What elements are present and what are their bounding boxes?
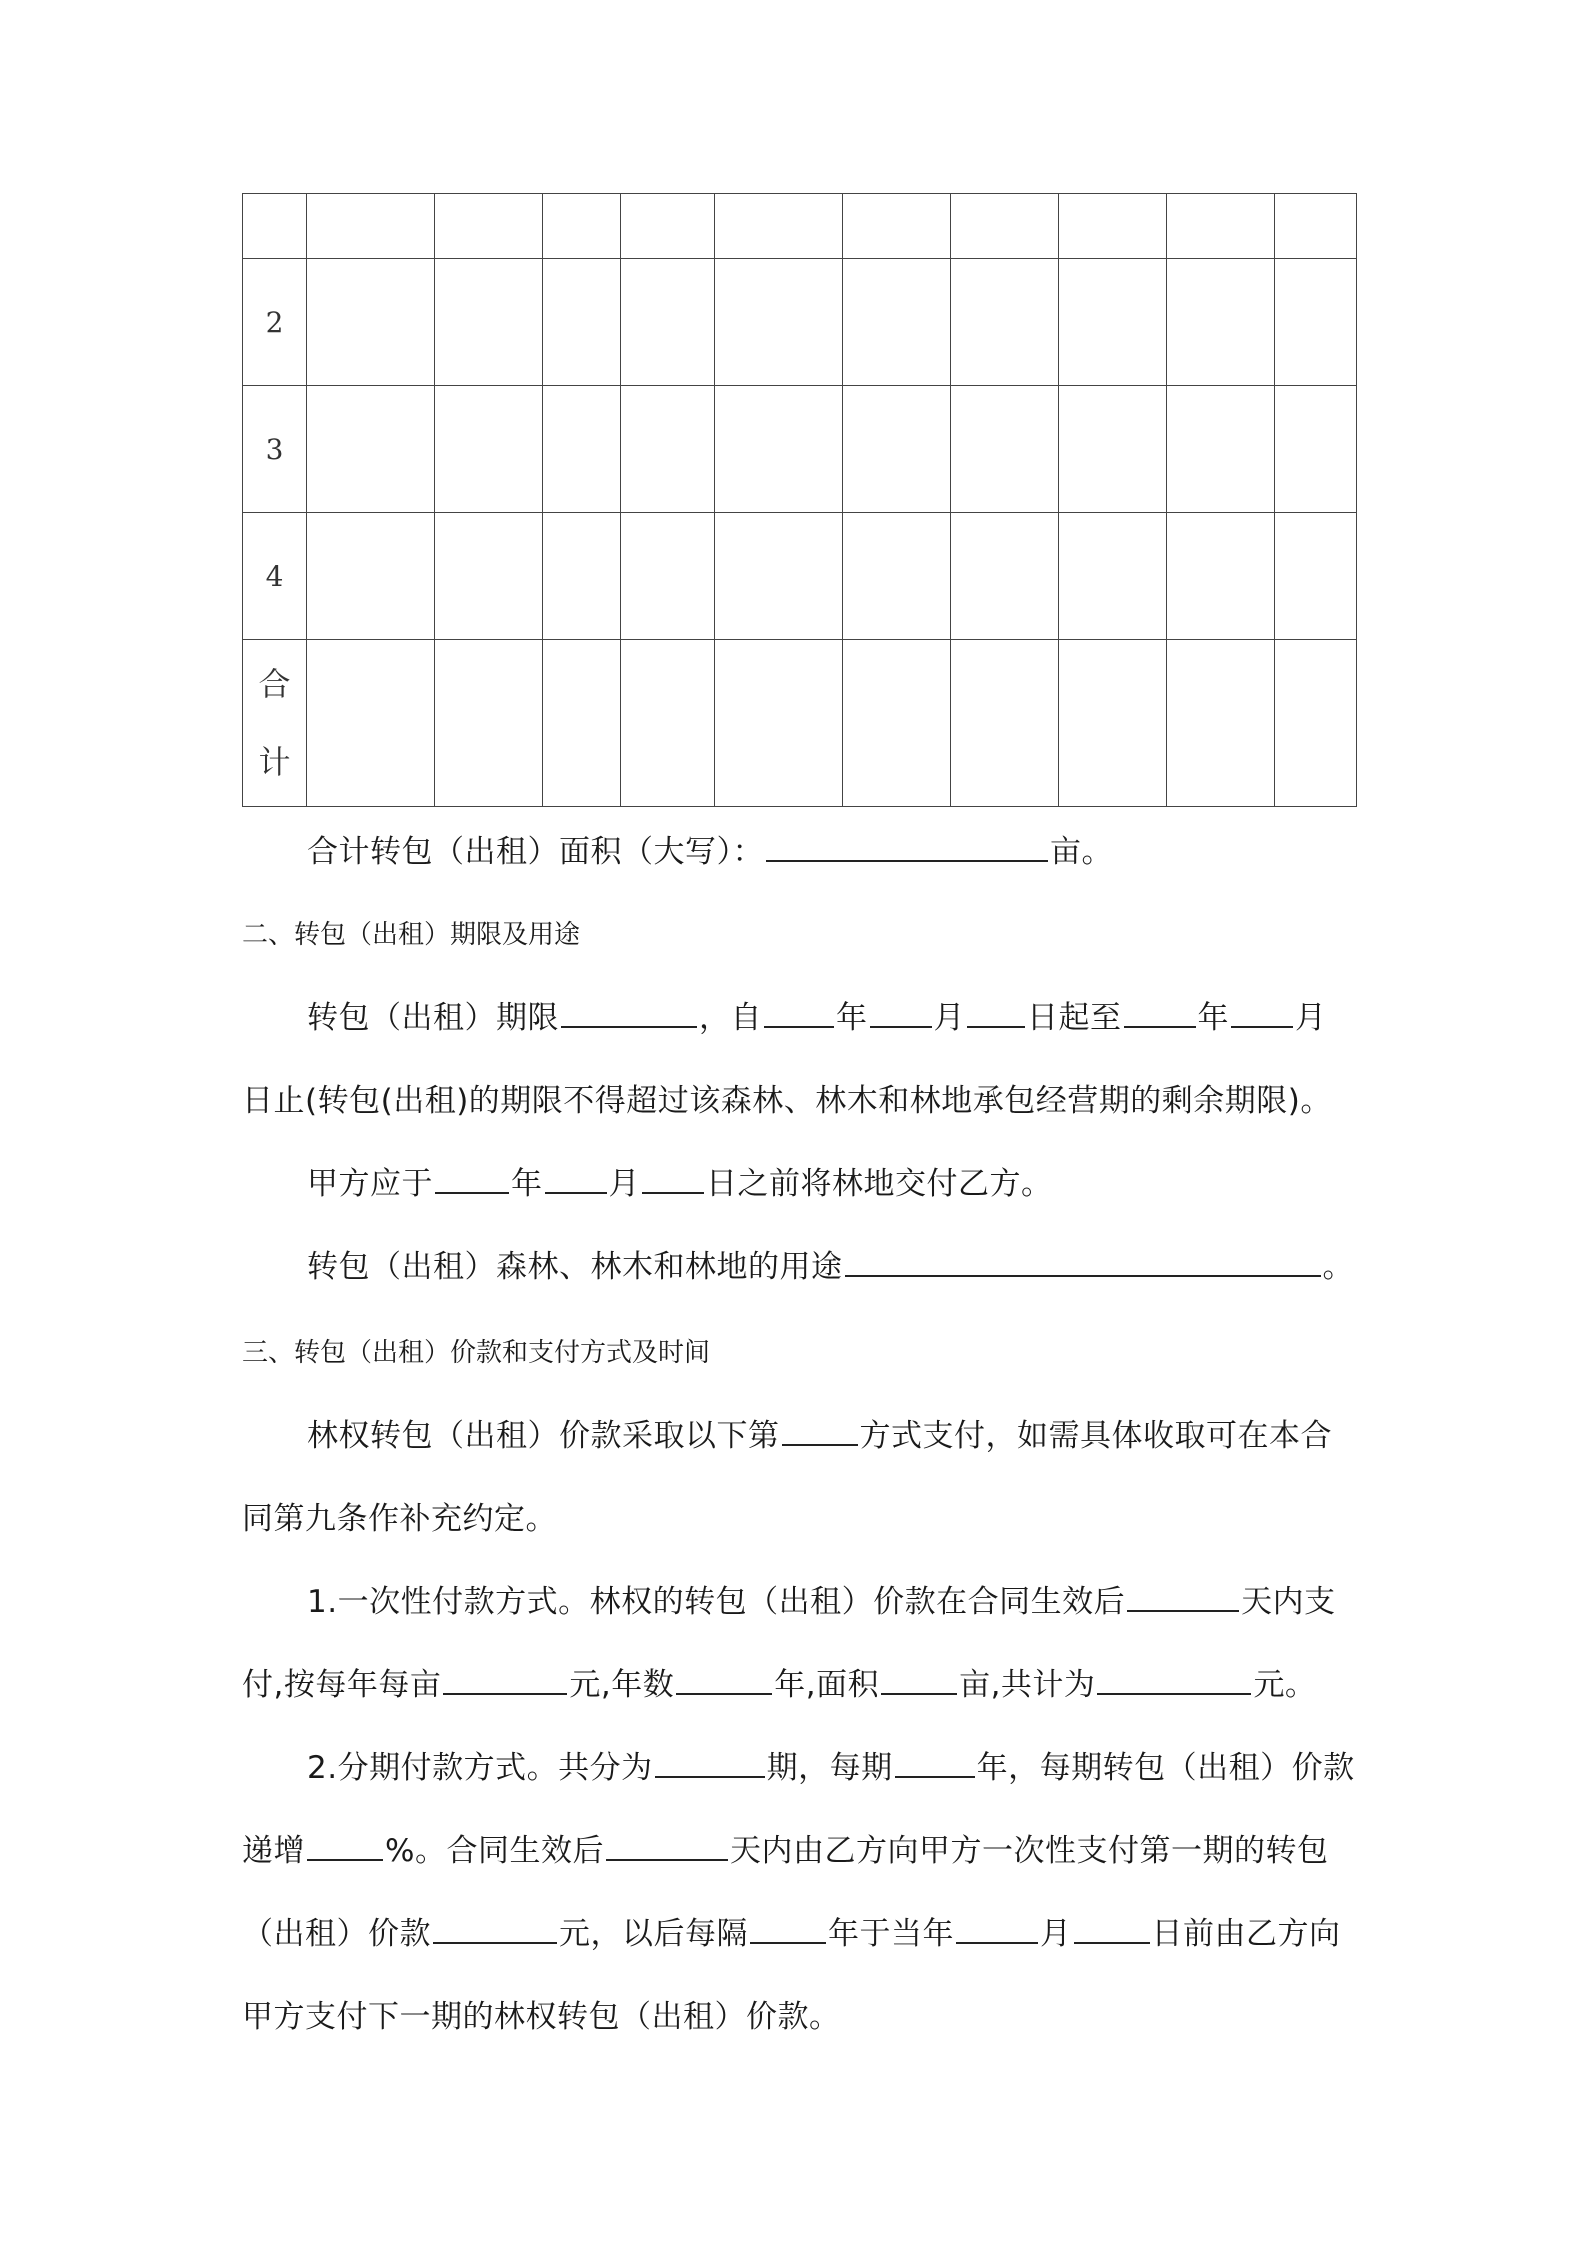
text-run: 年: [511, 1166, 543, 1202]
table-cell: [543, 513, 621, 640]
text-run: %。合同生效后: [385, 1833, 604, 1869]
table-cell: [1167, 513, 1275, 640]
lump-sum-line: [307, 1576, 1336, 1621]
table-cell: [1167, 259, 1275, 386]
table-cell: [435, 194, 543, 259]
text-run: 年: [836, 1000, 868, 1036]
table-cell: [951, 194, 1059, 259]
blank-field[interactable]: [545, 1162, 607, 1194]
table-cell: [951, 259, 1059, 386]
text-run: 天内由乙方向甲方一次性支付第一期的转包: [729, 1833, 1329, 1869]
installment-line-4: 甲方支付下一期的林权转包（出租）价款。: [242, 1999, 841, 2035]
blank-field[interactable]: [433, 1912, 557, 1944]
text-run: 林权转包（出租）价款采取以下第: [307, 1418, 780, 1454]
table-cell: [715, 386, 843, 513]
text-run: 期，每期: [766, 1750, 893, 1786]
table-cell: [951, 386, 1059, 513]
table-row: [243, 386, 1357, 513]
table-cell: [435, 640, 543, 807]
table-cell: [715, 640, 843, 807]
blank-field[interactable]: [895, 1746, 975, 1778]
term-note-line: 日止(转包(出租)的期限不得超过该森林、林木和林地承包经营期的剩余期限)。: [242, 1083, 1332, 1119]
text-run: 转包（出租）森林、林木和林地的用途: [307, 1249, 843, 1285]
table-cell: [543, 194, 621, 259]
total-label: 合计: [258, 665, 291, 781]
table-cell: [621, 194, 715, 259]
table-cell: [1059, 640, 1167, 807]
table-cell: [843, 386, 951, 513]
text-run: 年于当年: [828, 1916, 954, 1952]
text-run: 方式支付，如需具体收取可在本合: [859, 1418, 1332, 1454]
table-cell: [621, 259, 715, 386]
table-cell: [435, 259, 543, 386]
text-run: 付,按每年每亩: [242, 1667, 442, 1703]
text-run: 转包（出租）期限: [307, 1000, 559, 1036]
table-cell: [951, 640, 1059, 807]
table-row: [243, 513, 1357, 640]
table-cell: [621, 386, 715, 513]
table-cell: [843, 194, 951, 259]
area-total-line: [307, 826, 1113, 871]
table-cell: [1059, 386, 1167, 513]
table-cell: [1059, 513, 1167, 640]
table-cell: [1167, 194, 1275, 259]
blank-field[interactable]: [956, 1912, 1038, 1944]
table-cell: [307, 640, 435, 807]
text-run: 递增: [242, 1833, 305, 1869]
row-label: 4: [243, 513, 307, 640]
blank-field[interactable]: [642, 1162, 704, 1194]
term-line: [307, 992, 1327, 1037]
table-row-total: [243, 640, 1357, 807]
table-cell: [1275, 386, 1357, 513]
usage-line: [307, 1241, 1354, 1286]
text-run: 月: [933, 1000, 965, 1036]
blank-field[interactable]: [764, 996, 834, 1028]
blank-field[interactable]: [443, 1663, 567, 1695]
lump-sum-line-2: [242, 1659, 1316, 1704]
blank-field[interactable]: [766, 830, 1048, 862]
table-cell: [843, 513, 951, 640]
text-run: 年: [1197, 1000, 1229, 1036]
installment-line-3: [242, 1908, 1341, 1953]
table-cell: [307, 386, 435, 513]
row-label: 2: [243, 259, 307, 386]
text-run: （出租）价款: [242, 1916, 431, 1952]
land-table: [242, 193, 1357, 807]
text-run: 月: [1295, 1000, 1327, 1036]
text-run: 2.分期付款方式。共分为: [307, 1750, 653, 1786]
table-cell: [1275, 259, 1357, 386]
blank-field[interactable]: [881, 1663, 957, 1695]
table-cell: [1059, 259, 1167, 386]
blank-field[interactable]: [1127, 1580, 1239, 1612]
table-cell: [621, 640, 715, 807]
section-heading-3: 三、转包（出租）价款和支付方式及时间: [242, 1338, 711, 1368]
text-run: 年，每期转包（出租）价款: [976, 1750, 1355, 1786]
table-cell: [307, 259, 435, 386]
table-cell: [621, 513, 715, 640]
table-cell: [543, 259, 621, 386]
text-run: 1.一次性付款方式。林权的转包（出租）价款在合同生效后: [307, 1584, 1126, 1620]
blank-field[interactable]: [1097, 1663, 1251, 1695]
text-run: ，自: [699, 1000, 762, 1036]
blank-field[interactable]: [606, 1829, 728, 1861]
row-label: 3: [243, 386, 307, 513]
text-run: 亩,共计为: [959, 1667, 1096, 1703]
table-cell: [843, 640, 951, 807]
text-run: 日之前将林地交付乙方。: [706, 1166, 1053, 1202]
table-cell: [715, 194, 843, 259]
area-unit: 亩。: [1050, 834, 1113, 870]
text-run: 元，以后每隔: [559, 1916, 748, 1952]
table-row: [243, 259, 1357, 386]
installment-line: [307, 1742, 1355, 1787]
installment-line-2: [242, 1825, 1328, 1870]
blank-field[interactable]: [1074, 1912, 1150, 1944]
table-cell: [1275, 194, 1357, 259]
blank-field[interactable]: [750, 1912, 826, 1944]
blank-field[interactable]: [676, 1663, 772, 1695]
blank-field[interactable]: [435, 1162, 509, 1194]
text-run: 日起至: [1027, 1000, 1122, 1036]
text-run: 月: [608, 1166, 640, 1202]
table-cell: [543, 640, 621, 807]
payment-method-line: [307, 1410, 1332, 1455]
text-run: 元,年数: [569, 1667, 675, 1703]
text-run: 日前由乙方向: [1151, 1916, 1341, 1952]
table-cell: [435, 513, 543, 640]
table-cell: [1167, 386, 1275, 513]
area-total-label: 合计转包（出租）面积（大写）：: [307, 834, 764, 870]
blank-field[interactable]: [870, 996, 932, 1028]
text-run: 月: [1040, 1916, 1072, 1952]
table-cell: [435, 386, 543, 513]
table-cell: [1059, 194, 1167, 259]
table-cell: [307, 194, 435, 259]
table-row: [243, 194, 1357, 259]
blank-field[interactable]: [1124, 996, 1196, 1028]
total-label-cell: [243, 640, 307, 807]
table-cell: [843, 259, 951, 386]
text-run: 元。: [1253, 1667, 1317, 1703]
table-cell: [543, 386, 621, 513]
table-cell: [715, 259, 843, 386]
table-cell: [715, 513, 843, 640]
table-cell: [1167, 640, 1275, 807]
payment-method-line-2: 同第九条作补充约定。: [242, 1501, 557, 1537]
section-heading-2: 二、转包（出租）期限及用途: [242, 920, 581, 950]
text-run: 年,面积: [774, 1667, 880, 1703]
blank-field[interactable]: [967, 996, 1025, 1028]
blank-field[interactable]: [307, 1829, 383, 1861]
blank-field[interactable]: [782, 1414, 858, 1446]
blank-field[interactable]: [845, 1245, 1321, 1277]
table-cell: [951, 513, 1059, 640]
handover-line: [307, 1158, 1053, 1203]
text-run: 。: [1322, 1249, 1354, 1285]
blank-field[interactable]: [655, 1746, 765, 1778]
row-label: [243, 194, 307, 259]
blank-field[interactable]: [1231, 996, 1293, 1028]
table-cell: [1275, 513, 1357, 640]
text-run: 甲方应于: [307, 1166, 433, 1202]
text-run: 天内支: [1241, 1584, 1336, 1620]
blank-field[interactable]: [561, 996, 697, 1028]
table-cell: [307, 513, 435, 640]
table-cell: [1275, 640, 1357, 807]
